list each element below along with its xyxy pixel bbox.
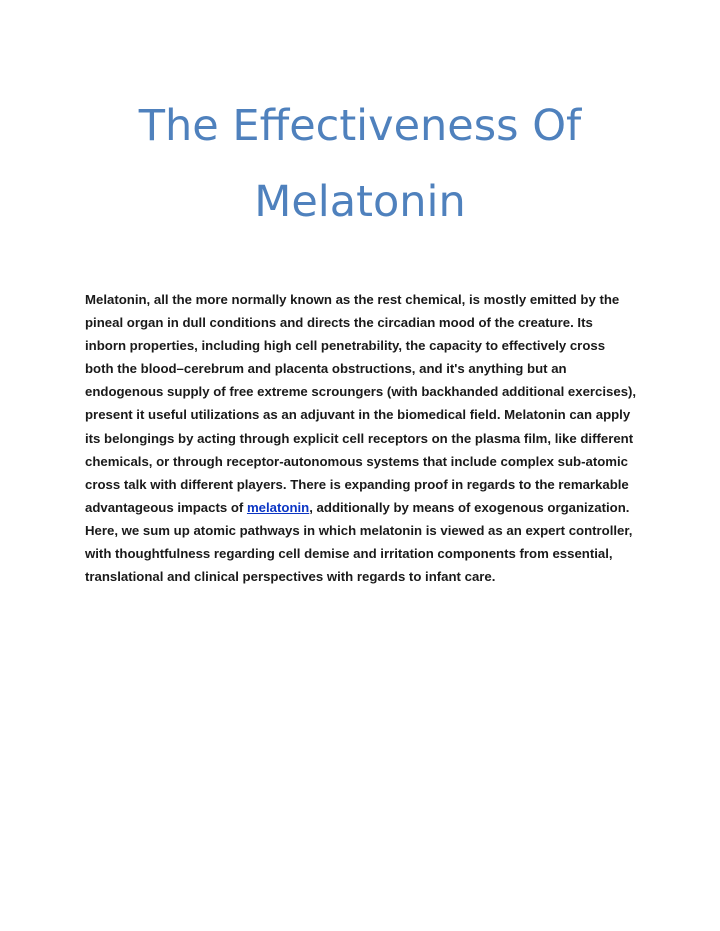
page-title-line-1: The Effectiveness Of	[138, 101, 582, 151]
paragraph-text-after-link: , additionally by means of exogenous organization. Here, we sum up atomic pathways in which melatonin is viewed as an expert controller, with thoughtfulness regarding cell demise and irritation components from essential, translational and clinical perspectives with regards to infant care.	[85, 499, 633, 585]
paragraph-text-before-link: Melatonin, all the more normally known as the rest chemical, is mostly emitted by the pineal organ in dull conditions and directs the circadian mood of the creature. Its inborn properties, including high cell penetrability, the capacity to effectively cross both the blood–cerebrum and placenta obstructions, and it's anything but an endogenous supply of free extreme scroungers (with backhanded additional exercises), present it useful utilizations as an adjuvant in the biomedical field. Melatonin can apply its belongings by acting through explicit cell receptors on the plasma film, like different chemicals, or through receptor-autonomous systems that include complex sub-atomic cross talk with different players. There is expanding proof in regards to the remarkable advantageous impacts of	[85, 292, 637, 515]
melatonin-link[interactable]: melatonin	[246, 499, 310, 515]
body-paragraph	[85, 288, 637, 588]
page-title	[0, 88, 720, 240]
page-title-line-2: Melatonin	[254, 177, 466, 227]
